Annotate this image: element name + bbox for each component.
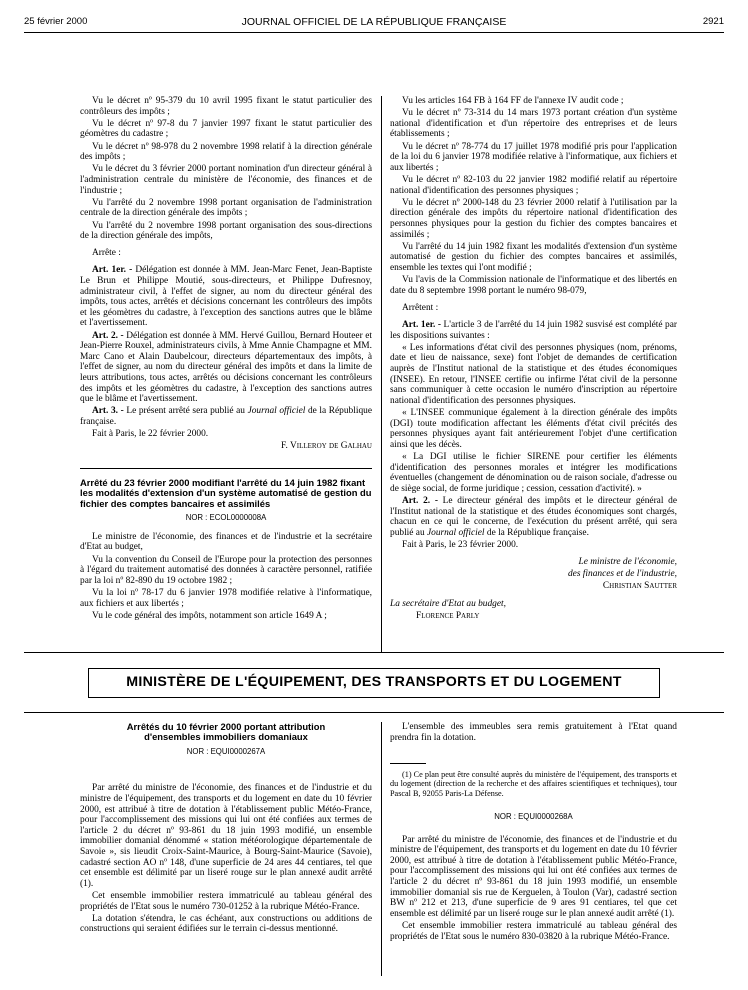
footnote: (1) Ce plan peut être consulté auprès du ministère de l'équipement, des transports et du logement (direction de la recherche et des affaires scientifiques et techniques), tour Pascal B, 92055 Paris-La Défense. xyxy=(390,769,677,798)
article-text-end: de la République française. xyxy=(80,406,372,427)
bottom-left-column xyxy=(80,722,372,937)
article-1 xyxy=(80,265,372,329)
vu-item: Vu l'avis de la Commission nationale de l'informatique et des libertés en date du 8 septembre 1998 portant le numéro 98-079, xyxy=(390,275,677,296)
vu-item: Vu les articles 164 FB à 164 FF de l'annexe IV audit code ; xyxy=(402,96,624,106)
article-label: Art. 3. - xyxy=(92,406,124,417)
header-rule xyxy=(24,32,724,33)
journal-title: JOURNAL OFFICIEL DE LA RÉPUBLIQUE FRANÇAISE xyxy=(241,16,507,28)
section-rule xyxy=(80,468,372,469)
footnote-rule xyxy=(390,763,426,764)
article-text-end: de la République française. xyxy=(484,527,589,538)
nor-reference: NOR : EQUI0000268A xyxy=(494,812,573,821)
vu-item: Vu le décret nº 73-314 du 14 mars 1973 portant création d'un système national d'identification et d'un répertoire des entreprises et de leurs établissements ; xyxy=(390,108,677,140)
fait-line: Fait à Paris, le 23 février 2000. xyxy=(402,539,519,550)
arretent-label: Arrêtent : xyxy=(402,302,439,313)
vu-item: Vu le décret nº 78-774 du 17 juillet 1978 modifié pris pour l'application de la loi du 6 janvier 1978 modifiée relative à l'informatique, aux fichiers et aux libertés ; xyxy=(390,141,677,173)
bottom-right-column xyxy=(390,722,677,944)
nor-reference: NOR : ECOL0000008A xyxy=(185,513,267,523)
vu-item: Vu le décret nº 97-8 du 7 janvier 1997 fixant le statut particulier des géomètres du cadastre ; xyxy=(80,118,372,140)
signature: F. Villeroy de Galhau xyxy=(281,441,372,452)
minister-line-1: Le ministre de l'économie, xyxy=(578,557,677,568)
minister-title xyxy=(390,557,677,568)
article-label: Art. 1er. - xyxy=(92,265,133,276)
vu-item: Vu l'arrêté du 14 juin 1982 fixant les modalités d'extension d'un système automatisé de gestion du fichier des comptes bancaires et assimilés, ensemble les textes qui l'ont modifié ; xyxy=(390,241,677,273)
nor-reference: NOR : EQUI0000267A xyxy=(186,746,266,756)
decree-title: Arrêté du 23 février 2000 modifiant l'arrêté du 14 juin 1982 fixant les modalités d'extension d'un système automatisé de gestion du fichier des comptes bancaires et assimilés xyxy=(80,477,372,509)
secretary-signature: Florence Parly xyxy=(416,610,480,621)
column-divider-bottom xyxy=(381,722,382,976)
article-2 xyxy=(390,496,677,538)
vu-item: Vu l'arrêté du 2 novembre 1998 portant organisation de l'administration centrale de la direction générale des impôts ; xyxy=(80,197,372,219)
vu-item: Vu le décret nº 98-978 du 2 novembre 1998 relatif à la direction générale des impôts ; xyxy=(80,141,372,163)
secretary-line: La secrétaire d'Etat au budget, xyxy=(390,598,506,609)
article-text: Délégation est donnée à MM. Jean-Marc Fenet, Jean-Baptiste Le Brun et Philippe Moutié, sous-directeurs, et Philippe Dufresnoy, administrateur civil, à l'effet de signer, au nom du directeur général des impôts, tous actes, arrêtés et décisions concernant les contrôleurs des impôts et les géomètres du cadastre, à l'exception des sanctions autres que le blâme et l'avertissement. xyxy=(80,265,373,329)
ministry-banner: MINISTÈRE DE L'ÉQUIPEMENT, DES TRANSPORTS ET DU LOGEMENT xyxy=(88,668,660,698)
journal-officiel-ref: Journal officiel xyxy=(426,527,485,538)
section-rule-top xyxy=(24,652,724,653)
paragraph: Vu la convention du Conseil de l'Europe pour la protection des personnes à l'égard du traitement automatisé des données à caractère personnel, ratifiée par la loi nº 82-890 du 19 octobre 1982 ; xyxy=(80,554,372,586)
article-1 xyxy=(390,320,677,341)
paragraph: Par arrêté du ministre de l'économie, des finances et de l'industrie et du ministre de l'équipement, des transports et du logement en date du 10 février 2000, est attribué à titre de dotation à l'établissement public Météo-France, pour l'accomplissement des missions qui lui ont été confiées aux termes de l'article 2 du décret nº 93-861 du 18 juin 1993 modifié, un ensemble immobilier domanial sis rue de Kerguelen, à Toulon (Var), cadastré section BW nº 212 et 213, d'une superficie de 9 ares 91 centiares, tel que cet ensemble est délimité par un liseré rouge sur le plan annexé audit arrêté (1). xyxy=(390,834,677,919)
left-column-top xyxy=(80,96,372,454)
minister-title-2 xyxy=(390,569,677,580)
page-header xyxy=(24,16,724,30)
quote-paragraph: « La DGI utilise le fichier SIRENE pour certifier les éléments d'identification des personnes morales et intégrer les modifications éventuelles (changement de dénomination ou de raison sociale, d'adresse ou de siège social, de forme juridique ; cession, cessation d'activité). » xyxy=(390,451,677,494)
minister-signature: Christian Sautter xyxy=(602,581,677,592)
header-date: 25 février 2000 xyxy=(24,16,88,27)
quote-paragraph: « L'INSEE communique également à la direction générale des impôts (DGI) toute modification affectant les éléments d'état civil précités des personnes physiques ayant fait antérieurement l'objet d'une certification ainsi que les décès. xyxy=(390,407,677,450)
article-text: Le présent arrêté sera publié au xyxy=(126,406,248,417)
arrete-label: Arrête : xyxy=(92,248,121,259)
vu-item: Vu le décret du 3 février 2000 portant nomination d'un directeur général à l'administration centrale du ministère de l'économie, des finances et de l'industrie ; xyxy=(80,164,372,196)
article-label: Art. 2. - xyxy=(92,330,124,341)
vu-item: Vu l'arrêté du 2 novembre 1998 portant organisation des sous-directions de la direction générale des impôts, xyxy=(80,220,372,242)
paragraph: Par arrêté du ministre de l'économie, des finances et de l'industrie et du ministre de l'équipement, des transports et du logement en date du 10 février 2000, est attribué à titre de dotation à l'établissement public Météo-France, pour l'accomplissement des missions qui lui ont été confiées aux termes de l'article 2 du décret nº 93-861 du 18 juin 1993 modifié, un ensemble immobilier domanial dénommé « station météorologique départementale de Savoie », sis lieudit Croix-Saint-Maurice, à Bourg-Saint-Maurice (Savoie), cadastré section AO nº 148, d'une superficie de 24 ares 44 centiares, tel que cet ensemble est délimité par un liseré rouge sur le plan annexé audit arrêté (1). xyxy=(80,783,372,889)
paragraph: Vu le code général des impôts, notamment son article 1649 A ; xyxy=(92,610,327,621)
vu-item: Vu le décret nº 2000-148 du 23 février 2000 relatif à l'utilisation par la direction générale des impôts du répertoire national d'identification des personnes physiques pour la gestion du fichier des comptes bancaires et assimilés ; xyxy=(390,197,677,240)
article-2 xyxy=(80,331,372,405)
section-rule-bottom xyxy=(24,712,724,713)
paragraph: Le ministre de l'économie, des finances et de l'industrie et la secrétaire d'Etat au budget, xyxy=(80,531,372,553)
paragraph: L'ensemble des immeubles sera remis gratuitement à l'Etat quand prendra fin la dotation. xyxy=(390,722,677,743)
left-column-bottom xyxy=(80,478,372,623)
paragraph: Cet ensemble immobilier restera immatriculé au tableau général des propriétés de l'Etat sous le numéro 830-03820 à la rubrique Météo-France. xyxy=(390,920,677,942)
article-text: Le directeur général des impôts et le directeur général de l'Institut national de la statistique et des études économiques sont chargés, chacun en ce qui le concerne, de l'exécution du présent arrêté, qui sera publié au xyxy=(390,495,677,538)
paragraph: Vu la loi nº 78-17 du 6 janvier 1978 modifiée relative à l'informatique, aux fichiers et aux libertés ; xyxy=(80,587,372,609)
fait-line: Fait à Paris, le 22 février 2000. xyxy=(92,429,209,440)
minister-line-2: des finances et de l'industrie, xyxy=(567,569,677,580)
decree-title: Arrêtés du 10 février 2000 portant attribution d'ensembles immobiliers domaniaux xyxy=(126,721,326,743)
paragraph: La dotation s'étendra, le cas échéant, aux constructions ou additions de constructions qui seraient édifiées sur le terrain ci-dessus mentionné. xyxy=(80,913,372,935)
article-label: Art. 2. - xyxy=(402,495,438,506)
column-divider xyxy=(381,96,382,652)
vu-item: Vu le décret nº 82-103 du 22 janvier 1982 modifié relatif au répertoire national d'identification des personnes physiques ; xyxy=(390,174,677,196)
vu-item: Vu le décret nº 95-379 du 10 avril 1995 fixant le statut particulier des contrôleurs des impôts ; xyxy=(80,96,372,117)
article-text: L'article 3 de l'arrêté du 14 juin 1982 susvisé est complété par les dispositions suivantes : xyxy=(390,320,678,341)
page-number: 2921 xyxy=(702,16,724,27)
secretary-title xyxy=(390,599,677,610)
paragraph: Cet ensemble immobilier restera immatriculé au tableau général des propriétés de l'Etat sous le numéro 730-01252 à la rubrique Météo-France. xyxy=(80,890,372,912)
journal-officiel-ref: Journal officiel xyxy=(247,406,306,417)
quote-paragraph: « Les informations d'état civil des personnes physiques (nom, prénoms, date et lieu de naissance, sexe) font l'objet de demandes de certification auprès de l'Institut national de la statistique et des études économiques (INSEE). En retour, l'INSEE certifie ou infirme l'état civil de la personne sans communiquer à cette occasion le numéro d'inscription au répertoire national d'identification des personnes physiques. xyxy=(390,342,677,406)
article-3 xyxy=(80,406,372,427)
right-column-top xyxy=(390,96,677,623)
article-text: Délégation est donnée à MM. Hervé Guillou, Bernard Houteer et Jean-Pierre Rouxel, administrateurs civils, à Mme Annie Champagne et MM. Marc Cano et Alain Daubelcour, directeurs départementaux des impôts, à l'effet de signer, au nom du directeur général des impôts et dans la limite de leurs attributions, tous actes, arrêtés ou décisions concernant les contrôleurs des impôts et les géomètres du cadastre, à l'exception des sanctions autres que le blâme et l'avertissement. xyxy=(80,330,373,405)
article-label: Art. 1er. - xyxy=(402,320,442,331)
